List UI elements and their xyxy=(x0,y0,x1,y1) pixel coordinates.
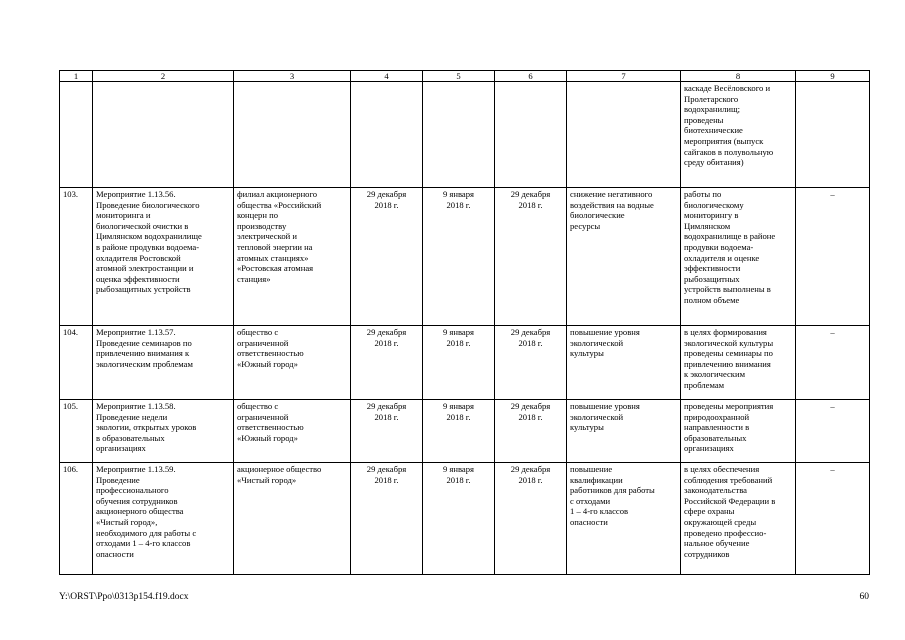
col-number: 2 xyxy=(93,71,234,82)
executor-cell: акционерное общество «Чистый город» xyxy=(234,463,351,575)
table-row xyxy=(60,400,870,463)
col-number: 8 xyxy=(681,71,796,82)
date-start-cell: 9 января 2018 г. xyxy=(423,463,495,575)
date-end-cell: 29 декабря 2018 г. xyxy=(495,326,567,400)
empty-cell xyxy=(796,82,870,188)
empty-cell xyxy=(495,82,567,188)
date-plan-cell: 29 декабря 2018 г. xyxy=(351,326,423,400)
empty-cell xyxy=(234,82,351,188)
col-number: 6 xyxy=(495,71,567,82)
empty-cell xyxy=(60,82,93,188)
result-actual-cell: в целях формирования экологической культуры проведены семинары по привлечению внимания к экологическим проблемам xyxy=(681,326,796,400)
event-cell: Мероприятие 1.13.58. Проведение недели экологии, открытых уроков в образовательных организациях xyxy=(93,400,234,463)
file-path: Y:\ORST\Ppo\0313p154.f19.docx xyxy=(59,592,189,602)
row-number: 104. xyxy=(60,326,93,400)
column-number-row xyxy=(60,71,870,82)
table-row xyxy=(60,463,870,575)
date-start-cell: 9 января 2018 г. xyxy=(423,326,495,400)
table-row xyxy=(60,188,870,326)
col-number: 7 xyxy=(567,71,681,82)
executor-cell: общество с ограниченной ответственностью «Южный город» xyxy=(234,400,351,463)
date-end-cell: 29 декабря 2018 г. xyxy=(495,188,567,326)
table-row xyxy=(60,326,870,400)
date-start-cell: 9 января 2018 г. xyxy=(423,188,495,326)
empty-cell xyxy=(567,82,681,188)
empty-cell xyxy=(351,82,423,188)
col-number: 3 xyxy=(234,71,351,82)
problems-cell: – xyxy=(796,188,870,326)
result-actual-cell: работы по биологическому мониторингу в Цимлянском водохранилище в районе продувки водоема- охладителя и оценке эффективности рыбозащитных устройств выполнены в полном объеме xyxy=(681,188,796,326)
date-plan-cell: 29 декабря 2018 г. xyxy=(351,463,423,575)
continuation-row xyxy=(60,82,870,188)
date-end-cell: 29 декабря 2018 г. xyxy=(495,400,567,463)
event-cell: Мероприятие 1.13.59. Проведение профессионального обучения сотрудников акционерного общества «Чистый город», необходимого для работы с отходами 1 – 4-го классов опасности xyxy=(93,463,234,575)
date-end-cell: 29 декабря 2018 г. xyxy=(495,463,567,575)
event-cell: Мероприятие 1.13.56. Проведение биологического мониторинга и биологической очистки в Цимлянском водохранилище в районе продувки водоема- охладителя Ростовской атомной электростанции и оценка эффективности рыбозащитных устройств xyxy=(93,188,234,326)
date-plan-cell: 29 декабря 2018 г. xyxy=(351,188,423,326)
problems-cell: – xyxy=(796,463,870,575)
page-number: 60 xyxy=(859,592,869,602)
result-expected-cell: снижение негативного воздействия на водные биологические ресурсы xyxy=(567,188,681,326)
event-cell: Мероприятие 1.13.57. Проведение семинаров по привлечению внимания к экологическим проблемам xyxy=(93,326,234,400)
executor-cell: общество с ограниченной ответственностью «Южный город» xyxy=(234,326,351,400)
date-start-cell: 9 января 2018 г. xyxy=(423,400,495,463)
report-table xyxy=(59,70,870,575)
result-expected-cell: повышение уровня экологической культуры xyxy=(567,326,681,400)
row-number: 105. xyxy=(60,400,93,463)
date-plan-cell: 29 декабря 2018 г. xyxy=(351,400,423,463)
result-actual-cell: в целях обеспечения соблюдения требований законодательства Российской Федерации в сфере охраны окружающей среды проведено профессио- нальное обучение сотрудников xyxy=(681,463,796,575)
empty-cell xyxy=(423,82,495,188)
row-number: 106. xyxy=(60,463,93,575)
executor-cell: филиал акционерного общества «Российский концерн по производству электрической и тепловой энергии на атомных станциях» «Ростовская атомная станция» xyxy=(234,188,351,326)
result-actual-cell: проведены мероприятия природоохранной направленности в образовательных организациях xyxy=(681,400,796,463)
col-number: 1 xyxy=(60,71,93,82)
problems-cell: – xyxy=(796,326,870,400)
result-actual-cell: каскаде Весёловского и Пролетарского водохранилищ; проведены биотехнические мероприятия (выпуск сайгаков в полувольную среду обитания) xyxy=(681,82,796,188)
empty-cell xyxy=(93,82,234,188)
result-expected-cell: повышение уровня экологической культуры xyxy=(567,400,681,463)
problems-cell: – xyxy=(796,400,870,463)
col-number: 9 xyxy=(796,71,870,82)
result-expected-cell: повышение квалификации работников для работы с отходами 1 – 4-го классов опасности xyxy=(567,463,681,575)
col-number: 4 xyxy=(351,71,423,82)
col-number: 5 xyxy=(423,71,495,82)
row-number: 103. xyxy=(60,188,93,326)
